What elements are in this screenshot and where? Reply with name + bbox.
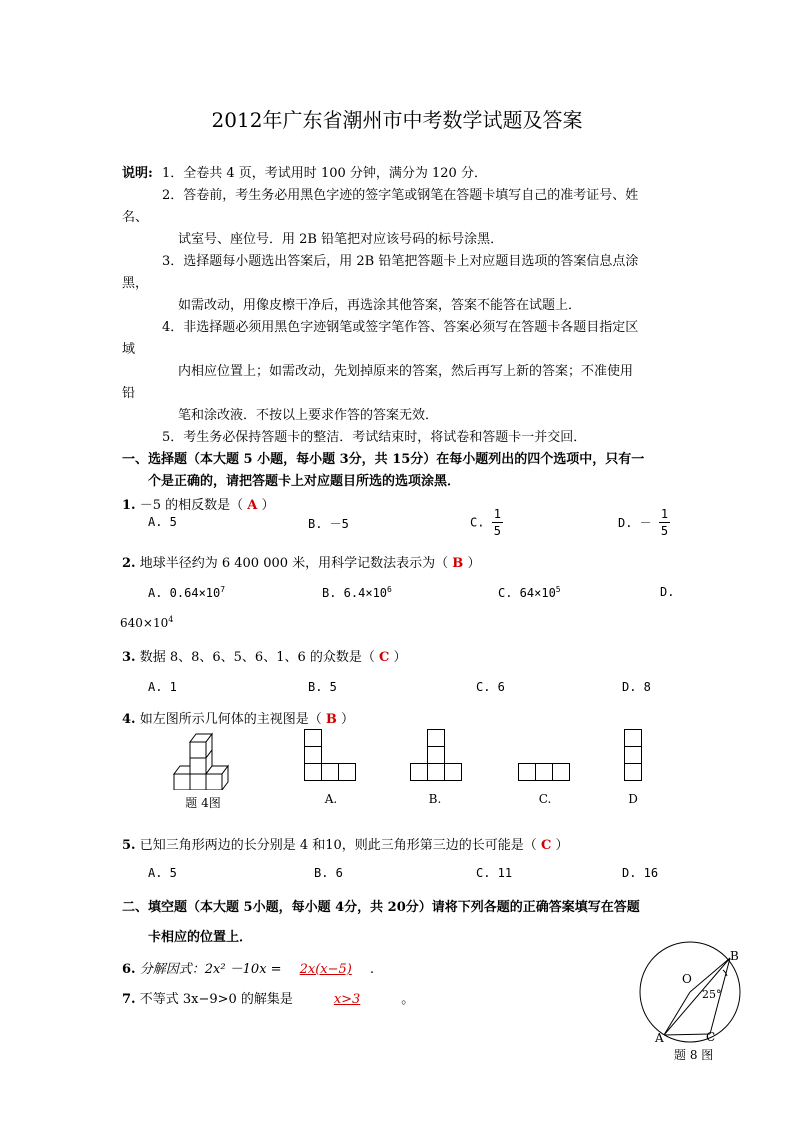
option-d: D.	[660, 585, 675, 599]
fraction	[492, 506, 503, 539]
option-a-label: A.	[324, 792, 338, 806]
question-number: 3.	[122, 650, 136, 665]
option-d: D. 8	[622, 680, 651, 694]
option-b: B. －5	[308, 517, 349, 531]
instruction-2-cont: 名、	[122, 210, 149, 225]
instruction-3-cont: 黑，	[122, 276, 149, 291]
label-a: A	[655, 1031, 664, 1045]
answer: C	[379, 650, 390, 665]
solid-figure	[168, 728, 234, 790]
numerator: 1	[660, 507, 669, 521]
option-c: C. 6	[476, 680, 505, 694]
question-text: 已知三角形两边的长分别是 4 和10，则此三角形第三边的长可能是（	[139, 838, 537, 853]
section1-heading: 一、选择题（本大题 5 小题，每小题 3分，共 15分）在每小题列出的四个选项中，只有一	[122, 452, 645, 467]
instruction-2-cont2: 试室号、座位号．用 2B 铅笔把对应该号码的标号涂黑．	[178, 232, 504, 247]
exponent: 5	[555, 585, 561, 594]
option-label: C.	[470, 515, 485, 530]
question-text-end: ）	[467, 556, 481, 571]
question-text-end: ）	[341, 712, 355, 727]
question-number: 1.	[122, 498, 136, 513]
question-number: 6.	[122, 962, 136, 977]
answer: B	[452, 556, 464, 571]
option-text: C. 64×10	[498, 586, 556, 600]
question-text-end: 。	[401, 992, 415, 1007]
option-c	[470, 506, 503, 539]
denominator: 5	[660, 524, 669, 538]
circle-figure	[630, 930, 750, 1050]
answer-blank: x>3	[333, 992, 361, 1007]
answer-blank: 2x(x−5)	[299, 962, 352, 977]
question-text: 数据 8、8、6、5、6、1、6 的众数是（	[139, 650, 375, 665]
question-text: 分解因式：2x² －10x =	[139, 962, 282, 977]
question-text-end: ）	[261, 498, 275, 513]
option-d: D. 16	[622, 866, 659, 880]
question-1	[122, 494, 275, 513]
option-a: A. 1	[148, 680, 177, 694]
answer: A	[247, 498, 258, 513]
option-a	[148, 585, 225, 600]
option-b: B. 5	[308, 680, 337, 694]
instruction-4: 4．非选择题必须用黑色字迹钢笔或签字笔作答、答案必须写在答题卡各题目指定区	[162, 320, 639, 335]
page-title: 2012年广东省潮州市中考数学试题及答案	[211, 108, 583, 132]
numerator: 1	[493, 507, 501, 521]
instruction-4-cont2: 内相应位置上；如需改动，先划掉原来的答案，然后再写上新的答案；不准使用	[178, 364, 634, 379]
question-text-end: ）	[393, 650, 407, 665]
instruction-4-cont4: 笔和涂改液．不按以上要求作答的答案无效．	[178, 408, 439, 423]
option-b-label: B.	[428, 792, 442, 806]
option-a: A. 5	[148, 515, 177, 529]
option-c	[498, 585, 561, 600]
question-text-end: ）	[555, 838, 569, 853]
instruction-2: 2．答卷前，考生务必用黑色字迹的签字笔或钢笔在答题卡填写自己的准考证号、姓	[162, 188, 639, 203]
question-text: 不等式 3x−9>0 的解集是	[139, 992, 293, 1007]
figure-8-caption: 题 8 图	[674, 1048, 714, 1062]
label-o: O	[682, 972, 692, 986]
exponent: 6	[387, 585, 392, 594]
option-d-value	[120, 615, 173, 630]
section1-heading-cont: 个是正确的，请把答题卡上对应题目所选的选项涂黑．	[148, 474, 461, 489]
question-number: 4.	[122, 712, 136, 727]
question-number: 7.	[122, 992, 136, 1007]
exponent: 7	[220, 585, 226, 594]
question-text: 地球半径约为 6 400 000 米，用科学记数法表示为（	[139, 556, 449, 571]
option-b: B. 6	[314, 866, 343, 880]
instructions-label: 说明:	[122, 166, 153, 181]
instruction-4-cont: 域	[122, 342, 136, 357]
option-text: B. 6.4×10	[322, 586, 388, 600]
option-c: C. 11	[476, 866, 513, 880]
question-4	[122, 708, 354, 727]
option-d-label: D	[628, 792, 638, 806]
answer: B	[325, 712, 337, 727]
question-5	[122, 834, 568, 853]
label-c: C	[706, 1030, 716, 1044]
question-3	[122, 646, 407, 665]
label-b: B	[730, 949, 739, 963]
answer: C	[540, 838, 552, 853]
option-d	[618, 506, 670, 539]
question-7	[122, 988, 414, 1007]
option-d-view	[624, 729, 644, 783]
question-text-end: .	[369, 962, 374, 977]
exponent: 4	[168, 615, 174, 624]
figure-4-caption: 题 4图	[185, 796, 221, 810]
instruction-5: 5．考生务必保持答题卡的整洁．考试结束时，将试卷和答题卡一并交回．	[162, 430, 587, 445]
instruction-3-cont2: 如需改动，用像皮檫干净后，再选涂其他答案，答案不能答在试题上．	[178, 298, 582, 313]
question-2	[122, 552, 480, 571]
question-text: －5 的相反数是（	[139, 498, 244, 513]
fraction	[659, 506, 670, 539]
angle-label: 25°	[702, 988, 722, 1001]
section2-heading-cont: 卡相应的位置上．	[148, 930, 253, 945]
question-number: 5.	[122, 838, 136, 853]
question-text: 如左图所示几何体的主视图是（	[139, 712, 322, 727]
denominator: 5	[493, 524, 501, 538]
option-b-view	[410, 729, 464, 783]
section2-heading: 二、填空题（本大题 5小题，每小题 4分，共 20分）请将下列各题的正确答案填写在答题	[122, 900, 640, 915]
option-label: D. －	[618, 516, 652, 530]
option-b	[322, 585, 392, 600]
option-text: 640×10	[120, 616, 169, 630]
option-c-label: C.	[538, 792, 552, 806]
instruction-3: 3．选择题每小题选出答案后，用 2B 铅笔把答题卡上对应题目选项的答案信息点涂	[162, 254, 639, 269]
option-text: A. 0.64×10	[148, 586, 221, 600]
question-number: 2.	[122, 556, 136, 571]
instruction-4-cont3: 铅	[122, 386, 136, 401]
option-a: A. 5	[148, 866, 177, 880]
option-a-view	[304, 729, 358, 783]
option-c-view	[518, 763, 572, 783]
question-6	[122, 958, 374, 977]
instruction-1: 1．全卷共 4 页，考试用时 100 分钟，满分为 120 分．	[162, 166, 487, 181]
